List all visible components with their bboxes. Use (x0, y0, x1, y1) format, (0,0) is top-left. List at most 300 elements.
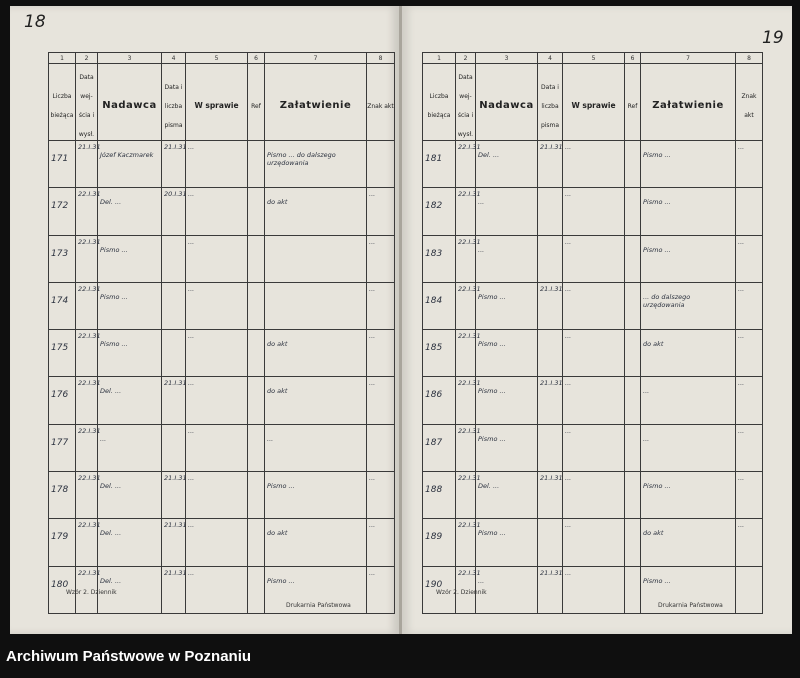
cell-zalatwienie-text: Pismo ... (643, 151, 671, 159)
cell-liczba-text: 21.I.31 (164, 143, 187, 151)
cell-data-text: 22.I.31 (458, 284, 481, 293)
table-row (49, 472, 395, 519)
cell-nadawca (98, 424, 162, 471)
cell-znak-text (367, 425, 394, 429)
cell-sprawie (186, 519, 248, 566)
cell-zalatwienie (641, 519, 736, 566)
cell-zalatwienie-text: Pismo ... (643, 198, 671, 207)
cell-lp (49, 424, 76, 471)
cell-sprawie-text: ... (565, 143, 572, 151)
header-zalatwienie (641, 64, 736, 141)
cell-nadawca (98, 330, 162, 377)
cell-nadawca (98, 141, 162, 188)
cell-znak (367, 472, 395, 519)
cell-zalatwienie (641, 330, 736, 377)
cell-liczba (162, 377, 186, 424)
header-zalatwienie-label: Załatwienie (279, 99, 352, 111)
column-number: 8 (736, 53, 763, 64)
cell-nadawca-text: Del. ... (100, 576, 122, 585)
cell-data-text: 22.I.31 (78, 426, 101, 435)
cell-sprawie (563, 377, 625, 424)
cell-lp-text: 184 (425, 295, 443, 306)
cell-liczba-text: 21.I.31 (164, 379, 187, 388)
cell-data-text: 22.I.31 (458, 426, 481, 435)
cell-liczba (538, 235, 563, 282)
cell-sprawie-text: ... (188, 143, 195, 151)
cell-lp (49, 472, 76, 519)
cell-data-text: 22.I.31 (78, 521, 101, 530)
right-footer: Wzór 2. Dziennik (436, 589, 487, 596)
cell-znak (736, 566, 763, 613)
cell-nadawca-text: ... (100, 434, 107, 443)
cell-znak-text: ... (369, 190, 376, 199)
column-number: 3 (476, 53, 538, 64)
cell-liczba-text: 21.I.31 (540, 284, 563, 293)
cell-data-text: 22.I.31 (458, 474, 481, 483)
cell-sprawie (563, 188, 625, 235)
cell-zalatwienie (265, 472, 367, 519)
cell-znak (736, 424, 763, 471)
cell-liczba (162, 188, 186, 235)
cell-znak (736, 330, 763, 377)
cell-nadawca-text: Pismo ... (100, 245, 128, 254)
cell-nadawca-text: Pismo ... (100, 292, 128, 301)
cell-liczba-text (538, 236, 562, 240)
cell-data-text: 22.I.31 (78, 284, 101, 293)
cell-liczba-text (538, 188, 562, 192)
cell-lp-text: 178 (51, 485, 69, 496)
cell-liczba-text: 21.I.31 (164, 474, 187, 483)
cell-lp-text: 183 (425, 248, 443, 259)
cell-lp (423, 519, 456, 566)
cell-sprawie (563, 141, 625, 188)
cell-nadawca-text: Pismo ... (478, 529, 506, 538)
table-row (423, 235, 763, 282)
cell-zalatwienie-text: do akt (267, 340, 288, 349)
cell-ref (625, 424, 641, 471)
table-row (49, 235, 395, 282)
cell-lp-text: 187 (425, 437, 443, 448)
cell-nadawca-text: Pismo ... (478, 340, 506, 349)
cell-zalatwienie-text: ... do dalszego urzędowania (643, 292, 691, 309)
cell-znak (367, 566, 395, 613)
cell-lp (423, 330, 456, 377)
cell-sprawie-text: ... (565, 190, 572, 199)
cell-ref (625, 330, 641, 377)
cell-lp-text: 172 (51, 201, 69, 212)
cell-data (76, 235, 101, 282)
cell-liczba (162, 472, 186, 519)
cell-sprawie-text: ... (565, 426, 572, 435)
cell-ref (625, 519, 641, 566)
cell-liczba (538, 519, 563, 566)
header-sprawie (186, 64, 248, 141)
cell-znak (736, 472, 763, 519)
column-number: 6 (248, 53, 265, 64)
cell-znak (736, 377, 763, 424)
cell-nadawca-text: Pismo ... (478, 434, 506, 443)
cell-liczba (162, 424, 186, 471)
cell-nadawca (98, 519, 162, 566)
cell-zalatwienie-text: ... (267, 434, 274, 443)
header-znak-label: Znak akt (367, 102, 394, 110)
cell-lp-text: 181 (425, 154, 443, 164)
cell-sprawie-text: ... (565, 237, 572, 246)
column-number-row (423, 53, 763, 64)
cell-ref (625, 188, 641, 235)
cell-nadawca-text: Józef Kaczmarek (100, 151, 154, 159)
cell-sprawie-text: ... (565, 521, 572, 530)
right-page-number: 19 (762, 28, 784, 48)
cell-nadawca (476, 141, 538, 188)
left-footer-printer: Drukarnia Państwowa (286, 602, 351, 609)
column-number: 2 (76, 53, 98, 64)
cell-zalatwienie-text: ... (643, 434, 650, 443)
cell-liczba (538, 188, 563, 235)
table-row (49, 282, 395, 329)
cell-lp-text: 176 (51, 390, 69, 401)
column-number: 4 (162, 53, 186, 64)
header-lp-label: Liczba bieżąca (50, 93, 74, 119)
header-row (49, 64, 395, 141)
cell-liczba-text (162, 236, 185, 240)
cell-znak-text: ... (738, 143, 745, 151)
cell-data (76, 377, 101, 424)
cell-liczba-text: 21.I.31 (540, 474, 563, 483)
cell-zalatwienie (641, 235, 736, 282)
table-row (423, 519, 763, 566)
cell-data (456, 141, 481, 188)
cell-data (456, 472, 481, 519)
cell-znak (736, 235, 763, 282)
cell-lp (49, 141, 76, 188)
cell-zalatwienie-text: Pismo ... (643, 576, 671, 585)
ledger-spread (10, 6, 792, 634)
cell-liczba-text (538, 425, 562, 429)
cell-data-text: 21.I.31 (78, 143, 101, 151)
cell-data-text: 22.I.31 (458, 237, 481, 246)
right-page (402, 6, 792, 634)
table-row (49, 188, 395, 235)
cell-data-text: 22.I.31 (458, 143, 481, 151)
cell-lp (423, 235, 456, 282)
column-number: 7 (265, 53, 367, 64)
cell-data (456, 424, 481, 471)
cell-liczba (162, 235, 186, 282)
cell-nadawca (476, 188, 538, 235)
cell-liczba-text: 21.I.31 (540, 568, 563, 577)
cell-znak (367, 330, 395, 377)
cell-ref (248, 141, 265, 188)
cell-zalatwienie (265, 377, 367, 424)
cell-zalatwienie (265, 330, 367, 377)
cell-liczba-text (162, 283, 185, 287)
cell-sprawie-text: ... (188, 284, 195, 293)
cell-liczba (162, 330, 186, 377)
cell-znak (367, 424, 395, 471)
cell-znak (736, 188, 763, 235)
cell-zalatwienie (641, 141, 736, 188)
cell-znak-text: ... (369, 568, 376, 577)
cell-sprawie-text: ... (188, 190, 195, 199)
cell-data (456, 330, 481, 377)
cell-nadawca (476, 282, 538, 329)
cell-ref (248, 519, 265, 566)
cell-data-text: 22.I.31 (78, 237, 101, 246)
column-number: 3 (98, 53, 162, 64)
cell-znak-text: ... (738, 332, 745, 341)
cell-liczba (538, 377, 563, 424)
cell-nadawca-text: ... (478, 245, 485, 254)
cell-zalatwienie-text: Pismo ... (267, 482, 295, 491)
cell-znak-text (736, 567, 762, 571)
column-number: 8 (367, 53, 395, 64)
cell-sprawie-text: ... (188, 379, 195, 388)
cell-nadawca-text: Del. ... (100, 529, 122, 538)
cell-liczba-text: 21.I.31 (164, 521, 187, 530)
cell-znak (736, 519, 763, 566)
archive-footer-bar (0, 640, 800, 678)
cell-liczba (538, 424, 563, 471)
cell-nadawca (98, 188, 162, 235)
cell-zalatwienie-text: ... (643, 387, 650, 396)
cell-nadawca-text: Pismo ... (478, 387, 506, 396)
cell-znak (736, 141, 763, 188)
cell-zalatwienie-text: Pismo ... (643, 245, 671, 254)
cell-data (76, 141, 101, 188)
column-number: 7 (641, 53, 736, 64)
right-ledger-body (423, 53, 763, 614)
cell-nadawca (98, 377, 162, 424)
header-znak (367, 64, 395, 141)
cell-sprawie-text: ... (565, 379, 572, 388)
cell-lp-text: 180 (51, 579, 69, 590)
cell-data-text: 22.I.31 (78, 190, 101, 199)
cell-zalatwienie-text: do akt (267, 387, 288, 396)
table-row (423, 188, 763, 235)
cell-sprawie (186, 424, 248, 471)
cell-lp (49, 519, 76, 566)
header-data (76, 64, 98, 141)
cell-ref (248, 330, 265, 377)
column-number: 1 (423, 53, 456, 64)
cell-nadawca-text: Del. ... (478, 482, 500, 491)
cell-ref (625, 282, 641, 329)
cell-ref (248, 377, 265, 424)
column-number: 5 (186, 53, 248, 64)
cell-sprawie-text: ... (188, 426, 195, 435)
cell-sprawie-text: ... (565, 284, 572, 293)
cell-liczba (538, 282, 563, 329)
cell-data-text: 22.I.31 (458, 521, 481, 530)
cell-zalatwienie (641, 377, 736, 424)
header-data (456, 64, 476, 141)
cell-lp (49, 282, 76, 329)
cell-liczba (538, 141, 563, 188)
cell-zalatwienie-text: Pismo ... (643, 482, 671, 491)
cell-sprawie-text: ... (565, 568, 572, 577)
cell-sprawie-text: ... (188, 474, 195, 483)
cell-data-text: 22.I.31 (78, 568, 101, 577)
cell-ref (625, 141, 641, 188)
cell-liczba-text (538, 519, 562, 523)
cell-zalatwienie (265, 282, 367, 329)
table-row (49, 424, 395, 471)
cell-ref (248, 424, 265, 471)
header-liczba (162, 64, 186, 141)
cell-sprawie-text: ... (565, 474, 572, 483)
left-ledger-body (49, 53, 395, 614)
table-row (423, 472, 763, 519)
cell-ref (248, 188, 265, 235)
cell-nadawca (476, 330, 538, 377)
header-nadawca (98, 64, 162, 141)
cell-nadawca-text: ... (478, 576, 485, 585)
cell-znak-text: ... (738, 284, 745, 293)
cell-liczba (538, 330, 563, 377)
cell-ref (625, 377, 641, 424)
cell-nadawca-text: Pismo ... (100, 340, 128, 349)
header-lp-label: Liczba bieżąca (427, 93, 451, 119)
cell-data (456, 519, 481, 566)
cell-lp (423, 188, 456, 235)
table-row (423, 282, 763, 329)
cell-ref (625, 472, 641, 519)
cell-liczba (538, 566, 563, 613)
cell-znak (367, 282, 395, 329)
cell-liczba-text (162, 425, 185, 429)
header-lp (49, 64, 76, 141)
header-nadawca-label: Nadawca (102, 99, 157, 111)
cell-sprawie (186, 566, 248, 613)
cell-zalatwienie-text: do akt (643, 529, 664, 538)
cell-data-text: 22.I.31 (78, 332, 101, 341)
cell-liczba-text (538, 330, 562, 334)
cell-lp (423, 377, 456, 424)
cell-data-text: 22.I.31 (458, 568, 481, 577)
cell-znak (736, 282, 763, 329)
header-zalatwienie-label: Załatwienie (652, 99, 724, 111)
header-data-label: Data wej-ścia i wysł. (457, 74, 474, 138)
cell-ref (248, 566, 265, 613)
cell-sprawie (186, 141, 248, 188)
cell-znak (367, 235, 395, 282)
cell-liczba (162, 141, 186, 188)
cell-sprawie-text: ... (188, 332, 195, 341)
cell-sprawie (186, 377, 248, 424)
cell-zalatwienie-text: do akt (643, 340, 664, 349)
cell-lp (49, 235, 76, 282)
cell-zalatwienie (641, 424, 736, 471)
cell-znak-text: ... (738, 426, 745, 435)
cell-data (456, 282, 481, 329)
cell-data-text: 22.I.31 (458, 379, 481, 388)
cell-data (76, 519, 101, 566)
cell-zalatwienie-text (265, 283, 366, 295)
cell-lp-text: 188 (425, 485, 443, 496)
cell-sprawie-text: ... (565, 332, 572, 341)
table-row (423, 424, 763, 471)
cell-znak-text: ... (369, 332, 376, 341)
cell-data (456, 188, 481, 235)
cell-data-text: 22.I.31 (78, 474, 101, 483)
header-lp (423, 64, 456, 141)
cell-nadawca-text: Del. ... (478, 151, 500, 159)
column-number: 6 (625, 53, 641, 64)
cell-znak-text: ... (738, 379, 745, 388)
left-page (10, 6, 399, 634)
cell-lp (49, 377, 76, 424)
cell-zalatwienie (641, 188, 736, 235)
table-row (49, 330, 395, 377)
table-row (49, 141, 395, 188)
cell-zalatwienie (641, 282, 736, 329)
cell-nadawca (476, 519, 538, 566)
cell-lp-text: 174 (51, 295, 69, 306)
header-nadawca-label: Nadawca (479, 99, 534, 111)
cell-zalatwienie (265, 424, 367, 471)
header-znak-label: Znak akt (741, 93, 757, 119)
cell-lp-text: 175 (51, 343, 69, 354)
cell-znak (367, 188, 395, 235)
cell-liczba (538, 472, 563, 519)
table-row (423, 377, 763, 424)
cell-liczba (162, 519, 186, 566)
cell-zalatwienie (641, 472, 736, 519)
cell-data (76, 330, 101, 377)
cell-ref (248, 472, 265, 519)
header-sprawie (563, 64, 625, 141)
cell-liczba-text (162, 330, 185, 334)
cell-ref (248, 235, 265, 282)
cell-lp-text: 186 (425, 390, 443, 401)
header-zalatwienie (265, 64, 367, 141)
header-sprawie-label: W sprawie (571, 100, 616, 110)
column-number-row (49, 53, 395, 64)
header-sprawie-label: W sprawie (194, 100, 239, 110)
cell-lp-text: 190 (425, 579, 443, 590)
cell-lp-text: 179 (51, 532, 69, 543)
cell-liczba-text: 21.I.31 (540, 143, 563, 151)
cell-sprawie (186, 235, 248, 282)
cell-znak (367, 377, 395, 424)
header-znak (736, 64, 763, 141)
cell-znak (367, 141, 395, 188)
cell-liczba (162, 566, 186, 613)
header-ref-label: Ref (251, 102, 261, 110)
cell-zalatwienie (265, 141, 367, 188)
cell-znak-text: ... (369, 521, 376, 530)
cell-znak-text: ... (369, 474, 376, 483)
cell-znak-text: ... (369, 379, 376, 388)
cell-znak-text: ... (369, 237, 376, 246)
cell-nadawca (98, 282, 162, 329)
right-footer-printer: Drukarnia Państwowa (658, 602, 723, 609)
cell-sprawie (563, 330, 625, 377)
table-row (423, 330, 763, 377)
cell-nadawca (98, 235, 162, 282)
table-row (49, 377, 395, 424)
table-row (423, 141, 763, 188)
cell-sprawie (563, 519, 625, 566)
cell-sprawie (563, 424, 625, 471)
cell-sprawie (563, 566, 625, 613)
cell-data (76, 188, 101, 235)
cell-nadawca (476, 424, 538, 471)
cell-data (456, 377, 481, 424)
cell-znak-text: ... (738, 521, 745, 530)
header-ref (248, 64, 265, 141)
